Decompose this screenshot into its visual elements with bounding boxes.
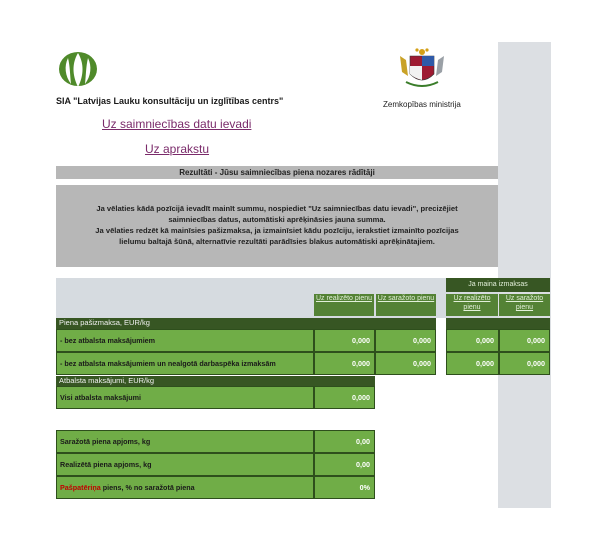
row-label-all-subsidies: Visi atbalsta maksājumi [56, 386, 314, 409]
alt-costs-header: Ja maina izmaksas [446, 278, 550, 292]
value-produced-volume: 0,00 [314, 430, 375, 453]
data-entry-link[interactable]: Uz saimniecības datu ievadi [102, 117, 252, 131]
value-sold-volume: 0,00 [314, 453, 375, 476]
description-link[interactable]: Uz aprakstu [145, 142, 210, 156]
latvia-coat-of-arms-icon [392, 46, 452, 94]
alt-value-no-subsidy-no-labour-produced: 0,000 [499, 352, 550, 375]
value-no-subsidy-no-labour-sold: 0,000 [314, 352, 375, 375]
alt-col-header-sold: Uz realizēto pienu [446, 294, 498, 316]
value-all-subsidies: 0,000 [314, 386, 375, 409]
section-cost-title-alt [446, 318, 550, 329]
ministry-name: Zemkopības ministrija [383, 100, 461, 109]
value-no-subsidy-produced: 0,000 [375, 329, 436, 352]
section-subsidy-title: Atbalsta maksājumi, EUR/kg [56, 376, 375, 386]
info-line-2: saimniecības datus, automātiski aprēķināsies jauna summa. [168, 215, 386, 224]
organization-name: SIA "Latvijas Lauku konsultāciju un izglītības centrs" [56, 96, 284, 106]
value-own-consumption: 0% [314, 476, 375, 499]
alt-col-header-produced: Uz saražoto pienu [499, 294, 550, 316]
alt-value-no-subsidy-sold: 0,000 [446, 329, 499, 352]
right-gray-panel [498, 42, 551, 508]
value-no-subsidy-sold: 0,000 [314, 329, 375, 352]
row-label-produced-volume: Saražotā piena apjoms, kg [56, 430, 314, 453]
info-box [56, 185, 498, 267]
col-header-sold: Uz realizēto pienu [314, 294, 374, 316]
row-label-own-consumption [56, 476, 314, 499]
own-consumption-rest: piens, % no saražotā piena [100, 483, 195, 492]
info-line-3: Ja vēlaties redzēt kā mainīsies pašizmaksa, ja izmainīsiet kādu pozīciju, ierakstiet izmainīto pozīcijas [95, 226, 459, 235]
own-consumption-prefix: Pašpatēriņa [60, 483, 101, 492]
llkc-logo-icon [56, 49, 100, 91]
row-label-no-subsidy-no-unpaid-labour: - bez atbalsta maksājumiem un nealgotā darbaspēka izmaksām [56, 352, 314, 375]
info-line-4: lielumu baltajā šūnā, alternatīvie rezultāti parādīsies blakus automātiski aprēķinātajiem. [119, 237, 435, 246]
alt-value-no-subsidy-produced: 0,000 [499, 329, 550, 352]
results-title: Rezultāti - Jūsu saimniecības piena nozares rādītāji [56, 166, 498, 179]
section-cost-title: Piena pašizmaksa, EUR/kg [56, 318, 436, 329]
alt-value-no-subsidy-no-labour-sold: 0,000 [446, 352, 499, 375]
row-label-sold-volume: Realizētā piena apjoms, kg [56, 453, 314, 476]
col-header-produced: Uz saražoto pienu [376, 294, 436, 316]
info-line-1: Ja vēlaties kādā pozīcijā ievadīt mainīt summu, nospiediet "Uz saimniecības datu ievadi", precizējiet [96, 204, 458, 213]
row-label-no-subsidy: - bez atbalsta maksājumiem [56, 329, 314, 352]
value-no-subsidy-no-labour-produced: 0,000 [375, 352, 436, 375]
